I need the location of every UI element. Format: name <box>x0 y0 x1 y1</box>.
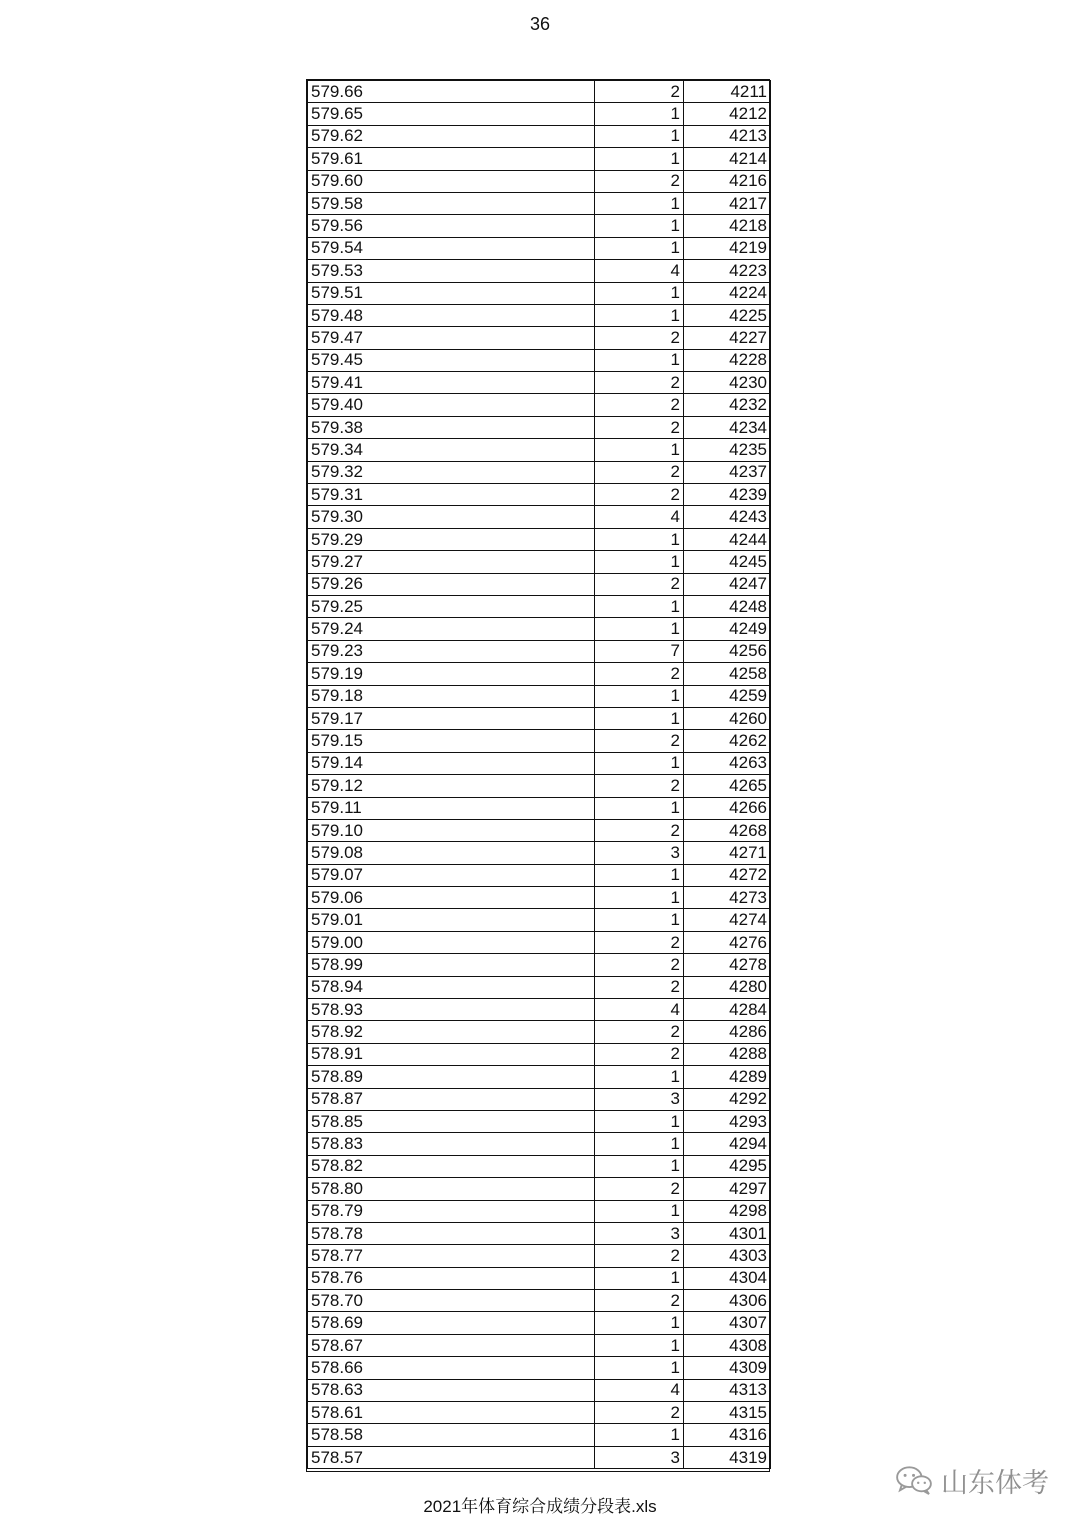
score-cell: 579.34 <box>308 439 595 461</box>
score-cell: 579.23 <box>308 640 595 662</box>
cumulative-cell: 4292 <box>683 1088 770 1110</box>
count-cell: 7 <box>594 640 683 662</box>
table-row <box>308 864 771 886</box>
count-cell: 1 <box>594 1200 683 1222</box>
score-cell: 579.31 <box>308 484 595 506</box>
table-row <box>308 797 771 819</box>
table-row <box>308 707 771 729</box>
count-cell: 1 <box>594 685 683 707</box>
table-row <box>308 1088 771 1110</box>
count-cell: 1 <box>594 439 683 461</box>
cumulative-cell: 4230 <box>683 372 770 394</box>
count-cell: 2 <box>594 461 683 483</box>
table-row <box>308 1312 771 1334</box>
cumulative-cell: 4234 <box>683 416 770 438</box>
score-cell: 578.57 <box>308 1446 595 1468</box>
count-cell: 1 <box>594 1110 683 1132</box>
score-cell: 579.30 <box>308 506 595 528</box>
count-cell: 1 <box>594 1267 683 1289</box>
table-row <box>308 1290 771 1312</box>
table-row <box>308 1200 771 1222</box>
table-row <box>308 1043 771 1065</box>
score-cell: 578.77 <box>308 1245 595 1267</box>
count-cell: 1 <box>594 1133 683 1155</box>
cumulative-cell: 4213 <box>683 125 770 147</box>
table-row <box>308 1446 771 1468</box>
count-cell: 2 <box>594 484 683 506</box>
score-cell: 579.53 <box>308 260 595 282</box>
cumulative-cell: 4271 <box>683 842 770 864</box>
cumulative-cell: 4235 <box>683 439 770 461</box>
count-cell: 1 <box>594 125 683 147</box>
count-cell: 1 <box>594 1155 683 1177</box>
count-cell: 1 <box>594 192 683 214</box>
count-cell: 1 <box>594 1424 683 1446</box>
table-row <box>308 640 771 662</box>
table-row <box>308 551 771 573</box>
score-cell: 578.67 <box>308 1334 595 1356</box>
score-cell: 578.79 <box>308 1200 595 1222</box>
score-cell: 578.85 <box>308 1110 595 1132</box>
count-cell: 2 <box>594 170 683 192</box>
table-row <box>308 954 771 976</box>
count-cell: 1 <box>594 1066 683 1088</box>
cumulative-cell: 4313 <box>683 1379 770 1401</box>
cumulative-cell: 4263 <box>683 752 770 774</box>
count-cell: 1 <box>594 707 683 729</box>
table-row <box>308 125 771 147</box>
count-cell: 1 <box>594 551 683 573</box>
cumulative-cell: 4316 <box>683 1424 770 1446</box>
footer-filename: 2021年体育综合成绩分段表.xls <box>423 1497 657 1516</box>
table-row <box>308 506 771 528</box>
score-cell: 579.27 <box>308 551 595 573</box>
count-cell: 3 <box>594 842 683 864</box>
cumulative-cell: 4232 <box>683 394 770 416</box>
wechat-icon <box>895 1465 933 1495</box>
score-cell: 578.94 <box>308 976 595 998</box>
table-row <box>308 573 771 595</box>
table-row <box>308 931 771 953</box>
table-row <box>308 372 771 394</box>
score-cell: 579.61 <box>308 148 595 170</box>
table-row <box>308 752 771 774</box>
count-cell: 3 <box>594 1088 683 1110</box>
cumulative-cell: 4286 <box>683 1021 770 1043</box>
cumulative-cell: 4216 <box>683 170 770 192</box>
count-cell: 1 <box>594 595 683 617</box>
cumulative-cell: 4212 <box>683 103 770 125</box>
table-row <box>308 1402 771 1424</box>
count-cell: 2 <box>594 819 683 841</box>
watermark-text: 山东体考 <box>941 1467 1049 1499</box>
count-cell: 4 <box>594 999 683 1021</box>
table-row <box>308 1222 771 1244</box>
cumulative-cell: 4259 <box>683 685 770 707</box>
count-cell: 4 <box>594 1379 683 1401</box>
count-cell: 2 <box>594 1178 683 1200</box>
table-row <box>308 1133 771 1155</box>
score-cell: 579.51 <box>308 282 595 304</box>
score-cell: 578.78 <box>308 1222 595 1244</box>
count-cell: 1 <box>594 618 683 640</box>
score-cell: 578.76 <box>308 1267 595 1289</box>
count-cell: 2 <box>594 372 683 394</box>
count-cell: 1 <box>594 282 683 304</box>
score-cell: 578.66 <box>308 1357 595 1379</box>
cumulative-cell: 4319 <box>683 1446 770 1468</box>
table-row <box>308 1424 771 1446</box>
table-row <box>308 1245 771 1267</box>
score-cell: 579.38 <box>308 416 595 438</box>
score-cell: 579.48 <box>308 304 595 326</box>
table-row <box>308 663 771 685</box>
count-cell: 4 <box>594 506 683 528</box>
score-cell: 578.63 <box>308 1379 595 1401</box>
score-cell: 579.65 <box>308 103 595 125</box>
table-row <box>308 842 771 864</box>
score-cell: 578.87 <box>308 1088 595 1110</box>
table-row <box>308 1267 771 1289</box>
cumulative-cell: 4225 <box>683 304 770 326</box>
cumulative-cell: 4309 <box>683 1357 770 1379</box>
cumulative-cell: 4303 <box>683 1245 770 1267</box>
cumulative-cell: 4237 <box>683 461 770 483</box>
score-cell: 579.62 <box>308 125 595 147</box>
score-cell: 579.14 <box>308 752 595 774</box>
table-row <box>308 1357 771 1379</box>
page-number: 36 <box>529 14 551 34</box>
cumulative-cell: 4249 <box>683 618 770 640</box>
count-cell: 1 <box>594 887 683 909</box>
score-cell: 579.47 <box>308 327 595 349</box>
table-row <box>308 1155 771 1177</box>
table-row <box>308 327 771 349</box>
score-cell: 578.58 <box>308 1424 595 1446</box>
cumulative-cell: 4293 <box>683 1110 770 1132</box>
cumulative-cell: 4278 <box>683 954 770 976</box>
table-row <box>308 1178 771 1200</box>
score-cell: 579.56 <box>308 215 595 237</box>
count-cell: 1 <box>594 1334 683 1356</box>
cumulative-cell: 4266 <box>683 797 770 819</box>
score-cell: 579.19 <box>308 663 595 685</box>
table-row <box>308 528 771 550</box>
cumulative-cell: 4294 <box>683 1133 770 1155</box>
count-cell: 1 <box>594 103 683 125</box>
table-row <box>308 148 771 170</box>
count-cell: 2 <box>594 775 683 797</box>
cumulative-cell: 4273 <box>683 887 770 909</box>
count-cell: 2 <box>594 573 683 595</box>
score-cell: 578.89 <box>308 1066 595 1088</box>
cumulative-cell: 4288 <box>683 1043 770 1065</box>
table-row <box>308 887 771 909</box>
score-cell: 578.61 <box>308 1402 595 1424</box>
score-cell: 579.24 <box>308 618 595 640</box>
score-cell: 579.06 <box>308 887 595 909</box>
score-cell: 578.82 <box>308 1155 595 1177</box>
count-cell: 2 <box>594 1021 683 1043</box>
score-cell: 579.25 <box>308 595 595 617</box>
table-row <box>308 1110 771 1132</box>
cumulative-cell: 4243 <box>683 506 770 528</box>
count-cell: 2 <box>594 1043 683 1065</box>
count-cell: 4 <box>594 260 683 282</box>
count-cell: 3 <box>594 1222 683 1244</box>
count-cell: 1 <box>594 528 683 550</box>
score-cell: 579.45 <box>308 349 595 371</box>
table-row <box>308 170 771 192</box>
score-cell: 579.10 <box>308 819 595 841</box>
score-cell: 579.58 <box>308 192 595 214</box>
count-cell: 1 <box>594 237 683 259</box>
cumulative-cell: 4301 <box>683 1222 770 1244</box>
cumulative-cell: 4219 <box>683 237 770 259</box>
cumulative-cell: 4239 <box>683 484 770 506</box>
score-cell: 579.66 <box>308 81 595 103</box>
cumulative-cell: 4224 <box>683 282 770 304</box>
cumulative-cell: 4315 <box>683 1402 770 1424</box>
count-cell: 2 <box>594 81 683 103</box>
cumulative-cell: 4262 <box>683 730 770 752</box>
score-cell: 579.12 <box>308 775 595 797</box>
score-cell: 579.07 <box>308 864 595 886</box>
cumulative-cell: 4256 <box>683 640 770 662</box>
table-row <box>308 192 771 214</box>
table-row <box>308 103 771 125</box>
cumulative-cell: 4289 <box>683 1066 770 1088</box>
score-cell: 578.99 <box>308 954 595 976</box>
count-cell: 1 <box>594 215 683 237</box>
score-table <box>307 80 771 1469</box>
cumulative-cell: 4272 <box>683 864 770 886</box>
count-cell: 2 <box>594 730 683 752</box>
score-cell: 578.83 <box>308 1133 595 1155</box>
table-row <box>308 819 771 841</box>
cumulative-cell: 4295 <box>683 1155 770 1177</box>
table-row <box>308 618 771 640</box>
table-row <box>308 775 771 797</box>
cumulative-cell: 4308 <box>683 1334 770 1356</box>
table-row <box>308 976 771 998</box>
score-cell: 579.54 <box>308 237 595 259</box>
count-cell: 2 <box>594 416 683 438</box>
table-row <box>308 484 771 506</box>
score-cell: 578.92 <box>308 1021 595 1043</box>
table-row <box>308 1334 771 1356</box>
score-cell: 578.80 <box>308 1178 595 1200</box>
cumulative-cell: 4245 <box>683 551 770 573</box>
cumulative-cell: 4280 <box>683 976 770 998</box>
table-row <box>308 461 771 483</box>
cumulative-cell: 4297 <box>683 1178 770 1200</box>
cumulative-cell: 4276 <box>683 931 770 953</box>
score-cell: 579.00 <box>308 931 595 953</box>
table-row <box>308 416 771 438</box>
table-row <box>308 282 771 304</box>
count-cell: 1 <box>594 1312 683 1334</box>
count-cell: 2 <box>594 1245 683 1267</box>
cumulative-cell: 4223 <box>683 260 770 282</box>
table-row <box>308 439 771 461</box>
table-row <box>308 81 771 103</box>
cumulative-cell: 4274 <box>683 909 770 931</box>
count-cell: 1 <box>594 864 683 886</box>
count-cell: 2 <box>594 1402 683 1424</box>
score-cell: 579.11 <box>308 797 595 819</box>
score-cell: 579.15 <box>308 730 595 752</box>
score-cell: 579.26 <box>308 573 595 595</box>
count-cell: 2 <box>594 976 683 998</box>
cumulative-cell: 4214 <box>683 148 770 170</box>
count-cell: 1 <box>594 148 683 170</box>
count-cell: 1 <box>594 909 683 931</box>
cumulative-cell: 4227 <box>683 327 770 349</box>
cumulative-cell: 4284 <box>683 999 770 1021</box>
cumulative-cell: 4211 <box>683 81 770 103</box>
table-row <box>308 304 771 326</box>
score-cell: 578.93 <box>308 999 595 1021</box>
cumulative-cell: 4298 <box>683 1200 770 1222</box>
table-row <box>308 394 771 416</box>
watermark <box>895 1460 1049 1500</box>
table-row <box>308 730 771 752</box>
count-cell: 1 <box>594 304 683 326</box>
table-row <box>308 1379 771 1401</box>
table-row <box>308 595 771 617</box>
table-row <box>308 237 771 259</box>
cumulative-cell: 4306 <box>683 1290 770 1312</box>
count-cell: 2 <box>594 954 683 976</box>
score-cell: 578.91 <box>308 1043 595 1065</box>
score-cell: 579.40 <box>308 394 595 416</box>
count-cell: 2 <box>594 394 683 416</box>
score-cell: 578.69 <box>308 1312 595 1334</box>
count-cell: 1 <box>594 349 683 371</box>
score-cell: 579.17 <box>308 707 595 729</box>
count-cell: 1 <box>594 1357 683 1379</box>
count-cell: 2 <box>594 327 683 349</box>
score-cell: 579.41 <box>308 372 595 394</box>
count-cell: 1 <box>594 752 683 774</box>
score-cell: 579.29 <box>308 528 595 550</box>
table-row <box>308 909 771 931</box>
cumulative-cell: 4247 <box>683 573 770 595</box>
cumulative-cell: 4268 <box>683 819 770 841</box>
cumulative-cell: 4244 <box>683 528 770 550</box>
table-row <box>308 999 771 1021</box>
cumulative-cell: 4304 <box>683 1267 770 1289</box>
cumulative-cell: 4218 <box>683 215 770 237</box>
score-cell: 579.60 <box>308 170 595 192</box>
table-row <box>308 349 771 371</box>
cumulative-cell: 4228 <box>683 349 770 371</box>
score-cell: 579.08 <box>308 842 595 864</box>
score-cell: 579.18 <box>308 685 595 707</box>
count-cell: 2 <box>594 1290 683 1312</box>
table-row <box>308 685 771 707</box>
score-table-body <box>308 81 771 1469</box>
cumulative-cell: 4265 <box>683 775 770 797</box>
count-cell: 3 <box>594 1446 683 1468</box>
cumulative-cell: 4258 <box>683 663 770 685</box>
count-cell: 2 <box>594 931 683 953</box>
table-row <box>308 1021 771 1043</box>
table-row <box>308 1066 771 1088</box>
score-cell: 579.32 <box>308 461 595 483</box>
cumulative-cell: 4260 <box>683 707 770 729</box>
count-cell: 2 <box>594 663 683 685</box>
cumulative-cell: 4248 <box>683 595 770 617</box>
score-cell: 578.70 <box>308 1290 595 1312</box>
score-cell: 579.01 <box>308 909 595 931</box>
table-row <box>308 215 771 237</box>
cumulative-cell: 4307 <box>683 1312 770 1334</box>
count-cell: 1 <box>594 797 683 819</box>
table-row <box>308 260 771 282</box>
cumulative-cell: 4217 <box>683 192 770 214</box>
